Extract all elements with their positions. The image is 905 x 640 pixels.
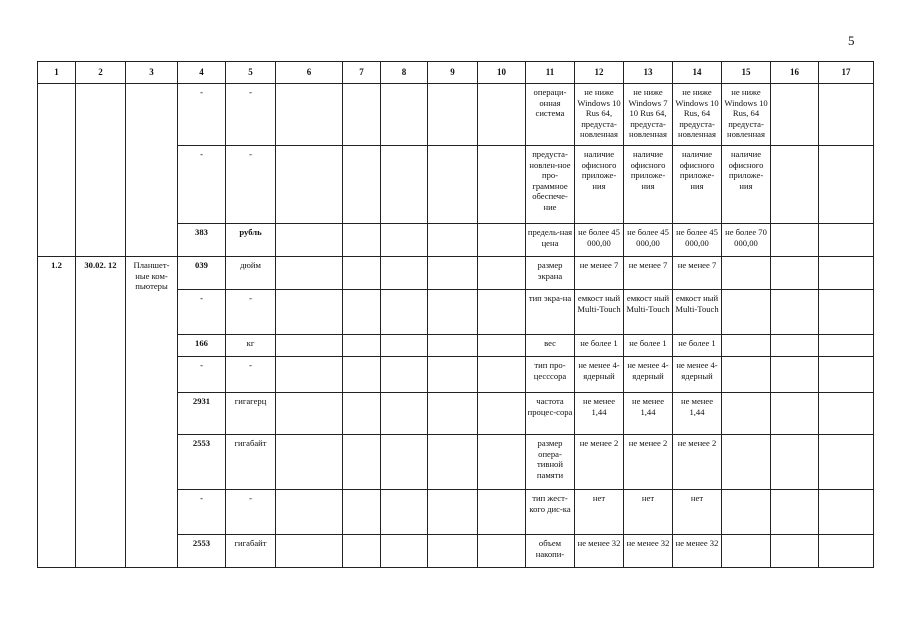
empty-cell — [478, 535, 526, 568]
empty-cell — [771, 257, 819, 290]
value-cell: емкост ный Multi-Touch — [673, 290, 722, 335]
empty-cell — [819, 435, 874, 490]
empty-cell — [722, 435, 771, 490]
value-cell: не менее 2 — [673, 435, 722, 490]
characteristic-name-cell: размер опера-тивной памяти — [526, 435, 575, 490]
characteristic-name-cell: тип экра-на — [526, 290, 575, 335]
empty-cell — [428, 393, 478, 435]
value-cell: наличие офисного приложе-ния — [673, 146, 722, 224]
empty-cell — [381, 290, 428, 335]
empty-cell — [343, 335, 381, 357]
unit-code-cell: 2931 — [178, 393, 226, 435]
empty-cell — [38, 84, 76, 257]
empty-cell — [276, 146, 343, 224]
empty-cell — [722, 535, 771, 568]
column-header: 3 — [126, 62, 178, 84]
value-cell: не более 70 000,00 — [722, 224, 771, 257]
empty-cell — [771, 335, 819, 357]
value-cell: не более 1 — [575, 335, 624, 357]
empty-cell — [478, 490, 526, 535]
empty-cell — [276, 257, 343, 290]
empty-cell — [381, 393, 428, 435]
empty-cell — [428, 146, 478, 224]
characteristic-name-cell: вес — [526, 335, 575, 357]
unit-code-cell: - — [178, 84, 226, 146]
empty-cell — [381, 357, 428, 393]
column-header: 12 — [575, 62, 624, 84]
empty-cell — [276, 535, 343, 568]
empty-cell — [276, 84, 343, 146]
empty-cell — [819, 393, 874, 435]
empty-cell — [819, 335, 874, 357]
empty-cell — [276, 335, 343, 357]
empty-cell — [381, 257, 428, 290]
empty-cell — [771, 393, 819, 435]
empty-cell — [381, 335, 428, 357]
unit-code-cell: 383 — [178, 224, 226, 257]
empty-cell — [381, 84, 428, 146]
empty-cell — [819, 224, 874, 257]
unit-name-cell: кг — [226, 335, 276, 357]
empty-cell — [343, 290, 381, 335]
empty-cell — [381, 490, 428, 535]
value-cell: нет — [673, 490, 722, 535]
empty-cell — [343, 146, 381, 224]
value-cell: не менее 7 — [624, 257, 673, 290]
column-number-header-row — [38, 62, 874, 84]
value-cell: не менее 7 — [673, 257, 722, 290]
value-cell: наличие офисного приложе-ния — [575, 146, 624, 224]
empty-cell — [722, 490, 771, 535]
unit-name-cell: - — [226, 290, 276, 335]
value-cell: нет — [575, 490, 624, 535]
empty-cell — [819, 257, 874, 290]
empty-cell — [478, 393, 526, 435]
empty-cell — [478, 435, 526, 490]
value-cell: не менее 7 — [575, 257, 624, 290]
unit-code-cell: 039 — [178, 257, 226, 290]
empty-cell — [771, 146, 819, 224]
empty-cell — [478, 146, 526, 224]
unit-code-cell: 2553 — [178, 435, 226, 490]
unit-code-cell: 166 — [178, 335, 226, 357]
empty-cell — [771, 535, 819, 568]
table-row — [38, 257, 874, 290]
value-cell: не ниже Windows 7 10 Rus 64, предуста-новленная — [624, 84, 673, 146]
empty-cell — [771, 224, 819, 257]
empty-cell — [343, 357, 381, 393]
empty-cell — [478, 290, 526, 335]
value-cell: не менее 32 — [575, 535, 624, 568]
column-header: 11 — [526, 62, 575, 84]
empty-cell — [819, 84, 874, 146]
empty-cell — [428, 290, 478, 335]
unit-code-cell: - — [178, 357, 226, 393]
column-header: 14 — [673, 62, 722, 84]
column-header: 6 — [276, 62, 343, 84]
unit-name-cell: - — [226, 490, 276, 535]
table-row — [38, 84, 874, 146]
empty-cell — [478, 335, 526, 357]
empty-cell — [722, 357, 771, 393]
unit-name-cell: гигабайт — [226, 435, 276, 490]
column-header: 2 — [76, 62, 126, 84]
empty-cell — [343, 393, 381, 435]
empty-cell — [126, 84, 178, 257]
value-cell: не менее 4-ядерный — [624, 357, 673, 393]
empty-cell — [428, 224, 478, 257]
empty-cell — [343, 535, 381, 568]
value-cell: не более 1 — [624, 335, 673, 357]
specification-table — [37, 61, 874, 568]
empty-cell — [819, 146, 874, 224]
column-header: 10 — [478, 62, 526, 84]
empty-cell — [819, 290, 874, 335]
empty-cell — [343, 490, 381, 535]
unit-name-cell: гигабайт — [226, 535, 276, 568]
unit-name-cell: - — [226, 357, 276, 393]
empty-cell — [381, 224, 428, 257]
column-header: 17 — [819, 62, 874, 84]
column-header: 4 — [178, 62, 226, 84]
empty-cell — [478, 224, 526, 257]
unit-name-cell: - — [226, 146, 276, 224]
column-header: 9 — [428, 62, 478, 84]
column-header: 7 — [343, 62, 381, 84]
empty-cell — [381, 535, 428, 568]
empty-cell — [819, 357, 874, 393]
value-cell: не менее 2 — [575, 435, 624, 490]
empty-cell — [722, 290, 771, 335]
unit-code-cell: - — [178, 490, 226, 535]
value-cell: емкост ный Multi-Touch — [575, 290, 624, 335]
characteristic-name-cell: тип про-цесссора — [526, 357, 575, 393]
characteristic-name-cell: операци-онная система — [526, 84, 575, 146]
empty-cell — [276, 435, 343, 490]
value-cell: не менее 2 — [624, 435, 673, 490]
value-cell: не менее 1,44 — [673, 393, 722, 435]
value-cell: не менее 1,44 — [624, 393, 673, 435]
empty-cell — [381, 435, 428, 490]
empty-cell — [276, 224, 343, 257]
characteristic-name-cell: предуста-новлен-ное про-граммное обеспече-ние — [526, 146, 575, 224]
empty-cell — [819, 490, 874, 535]
value-cell: не более 45 000,00 — [673, 224, 722, 257]
value-cell: не ниже Windows 10 Rus 64, предуста-новленная — [575, 84, 624, 146]
empty-cell — [428, 357, 478, 393]
value-cell: наличие офисного приложе-ния — [722, 146, 771, 224]
unit-name-cell: рубль — [226, 224, 276, 257]
empty-cell — [771, 290, 819, 335]
empty-cell — [722, 393, 771, 435]
value-cell: не менее 1,44 — [575, 393, 624, 435]
empty-cell — [478, 84, 526, 146]
empty-cell — [428, 435, 478, 490]
unit-name-cell: гигагерц — [226, 393, 276, 435]
empty-cell — [428, 257, 478, 290]
value-cell: емкост ный Multi-Touch — [624, 290, 673, 335]
empty-cell — [343, 435, 381, 490]
empty-cell — [771, 84, 819, 146]
empty-cell — [722, 257, 771, 290]
item-number-cell: 1.2 — [38, 257, 76, 568]
value-cell: не менее 32 — [624, 535, 673, 568]
empty-cell — [343, 224, 381, 257]
page-number: 5 — [848, 33, 855, 48]
column-header: 8 — [381, 62, 428, 84]
empty-cell — [343, 257, 381, 290]
empty-cell — [771, 357, 819, 393]
value-cell: наличие офисного приложе-ния — [624, 146, 673, 224]
characteristic-name-cell: частота процес-сора — [526, 393, 575, 435]
empty-cell — [428, 490, 478, 535]
unit-code-cell: 2553 — [178, 535, 226, 568]
empty-cell — [478, 257, 526, 290]
empty-cell — [276, 490, 343, 535]
value-cell: не более 1 — [673, 335, 722, 357]
empty-cell — [771, 435, 819, 490]
column-header: 1 — [38, 62, 76, 84]
unit-code-cell: - — [178, 146, 226, 224]
empty-cell — [722, 335, 771, 357]
column-header: 16 — [771, 62, 819, 84]
value-cell: нет — [624, 490, 673, 535]
empty-cell — [276, 357, 343, 393]
empty-cell — [428, 335, 478, 357]
characteristic-name-cell: размер экрана — [526, 257, 575, 290]
okpd-code-cell: 30.02. 12 — [76, 257, 126, 568]
empty-cell — [428, 535, 478, 568]
empty-cell — [343, 84, 381, 146]
empty-cell — [276, 393, 343, 435]
value-cell: не ниже Windows 10 Rus, 64 предуста-новленная — [722, 84, 771, 146]
characteristic-name-cell: тип жест-кого дис-ка — [526, 490, 575, 535]
unit-name-cell: - — [226, 84, 276, 146]
unit-code-cell: - — [178, 290, 226, 335]
characteristic-name-cell: объем накопи- — [526, 535, 575, 568]
column-header: 15 — [722, 62, 771, 84]
unit-name-cell: дюйм — [226, 257, 276, 290]
characteristic-name-cell: предель-ная цена — [526, 224, 575, 257]
value-cell: не менее 32 — [673, 535, 722, 568]
value-cell: не менее 4-ядерный — [575, 357, 624, 393]
value-cell: не менее 4-ядерный — [673, 357, 722, 393]
empty-cell — [381, 146, 428, 224]
column-header: 13 — [624, 62, 673, 84]
empty-cell — [771, 490, 819, 535]
value-cell: не более 45 000,00 — [624, 224, 673, 257]
item-title-cell: Планшет-ные ком-пьютеры — [126, 257, 178, 568]
empty-cell — [76, 84, 126, 257]
empty-cell — [819, 535, 874, 568]
value-cell: не более 45 000,00 — [575, 224, 624, 257]
column-header: 5 — [226, 62, 276, 84]
empty-cell — [276, 290, 343, 335]
empty-cell — [478, 357, 526, 393]
empty-cell — [428, 84, 478, 146]
value-cell: не ниже Windows 10 Rus, 64 предуста-новленная — [673, 84, 722, 146]
